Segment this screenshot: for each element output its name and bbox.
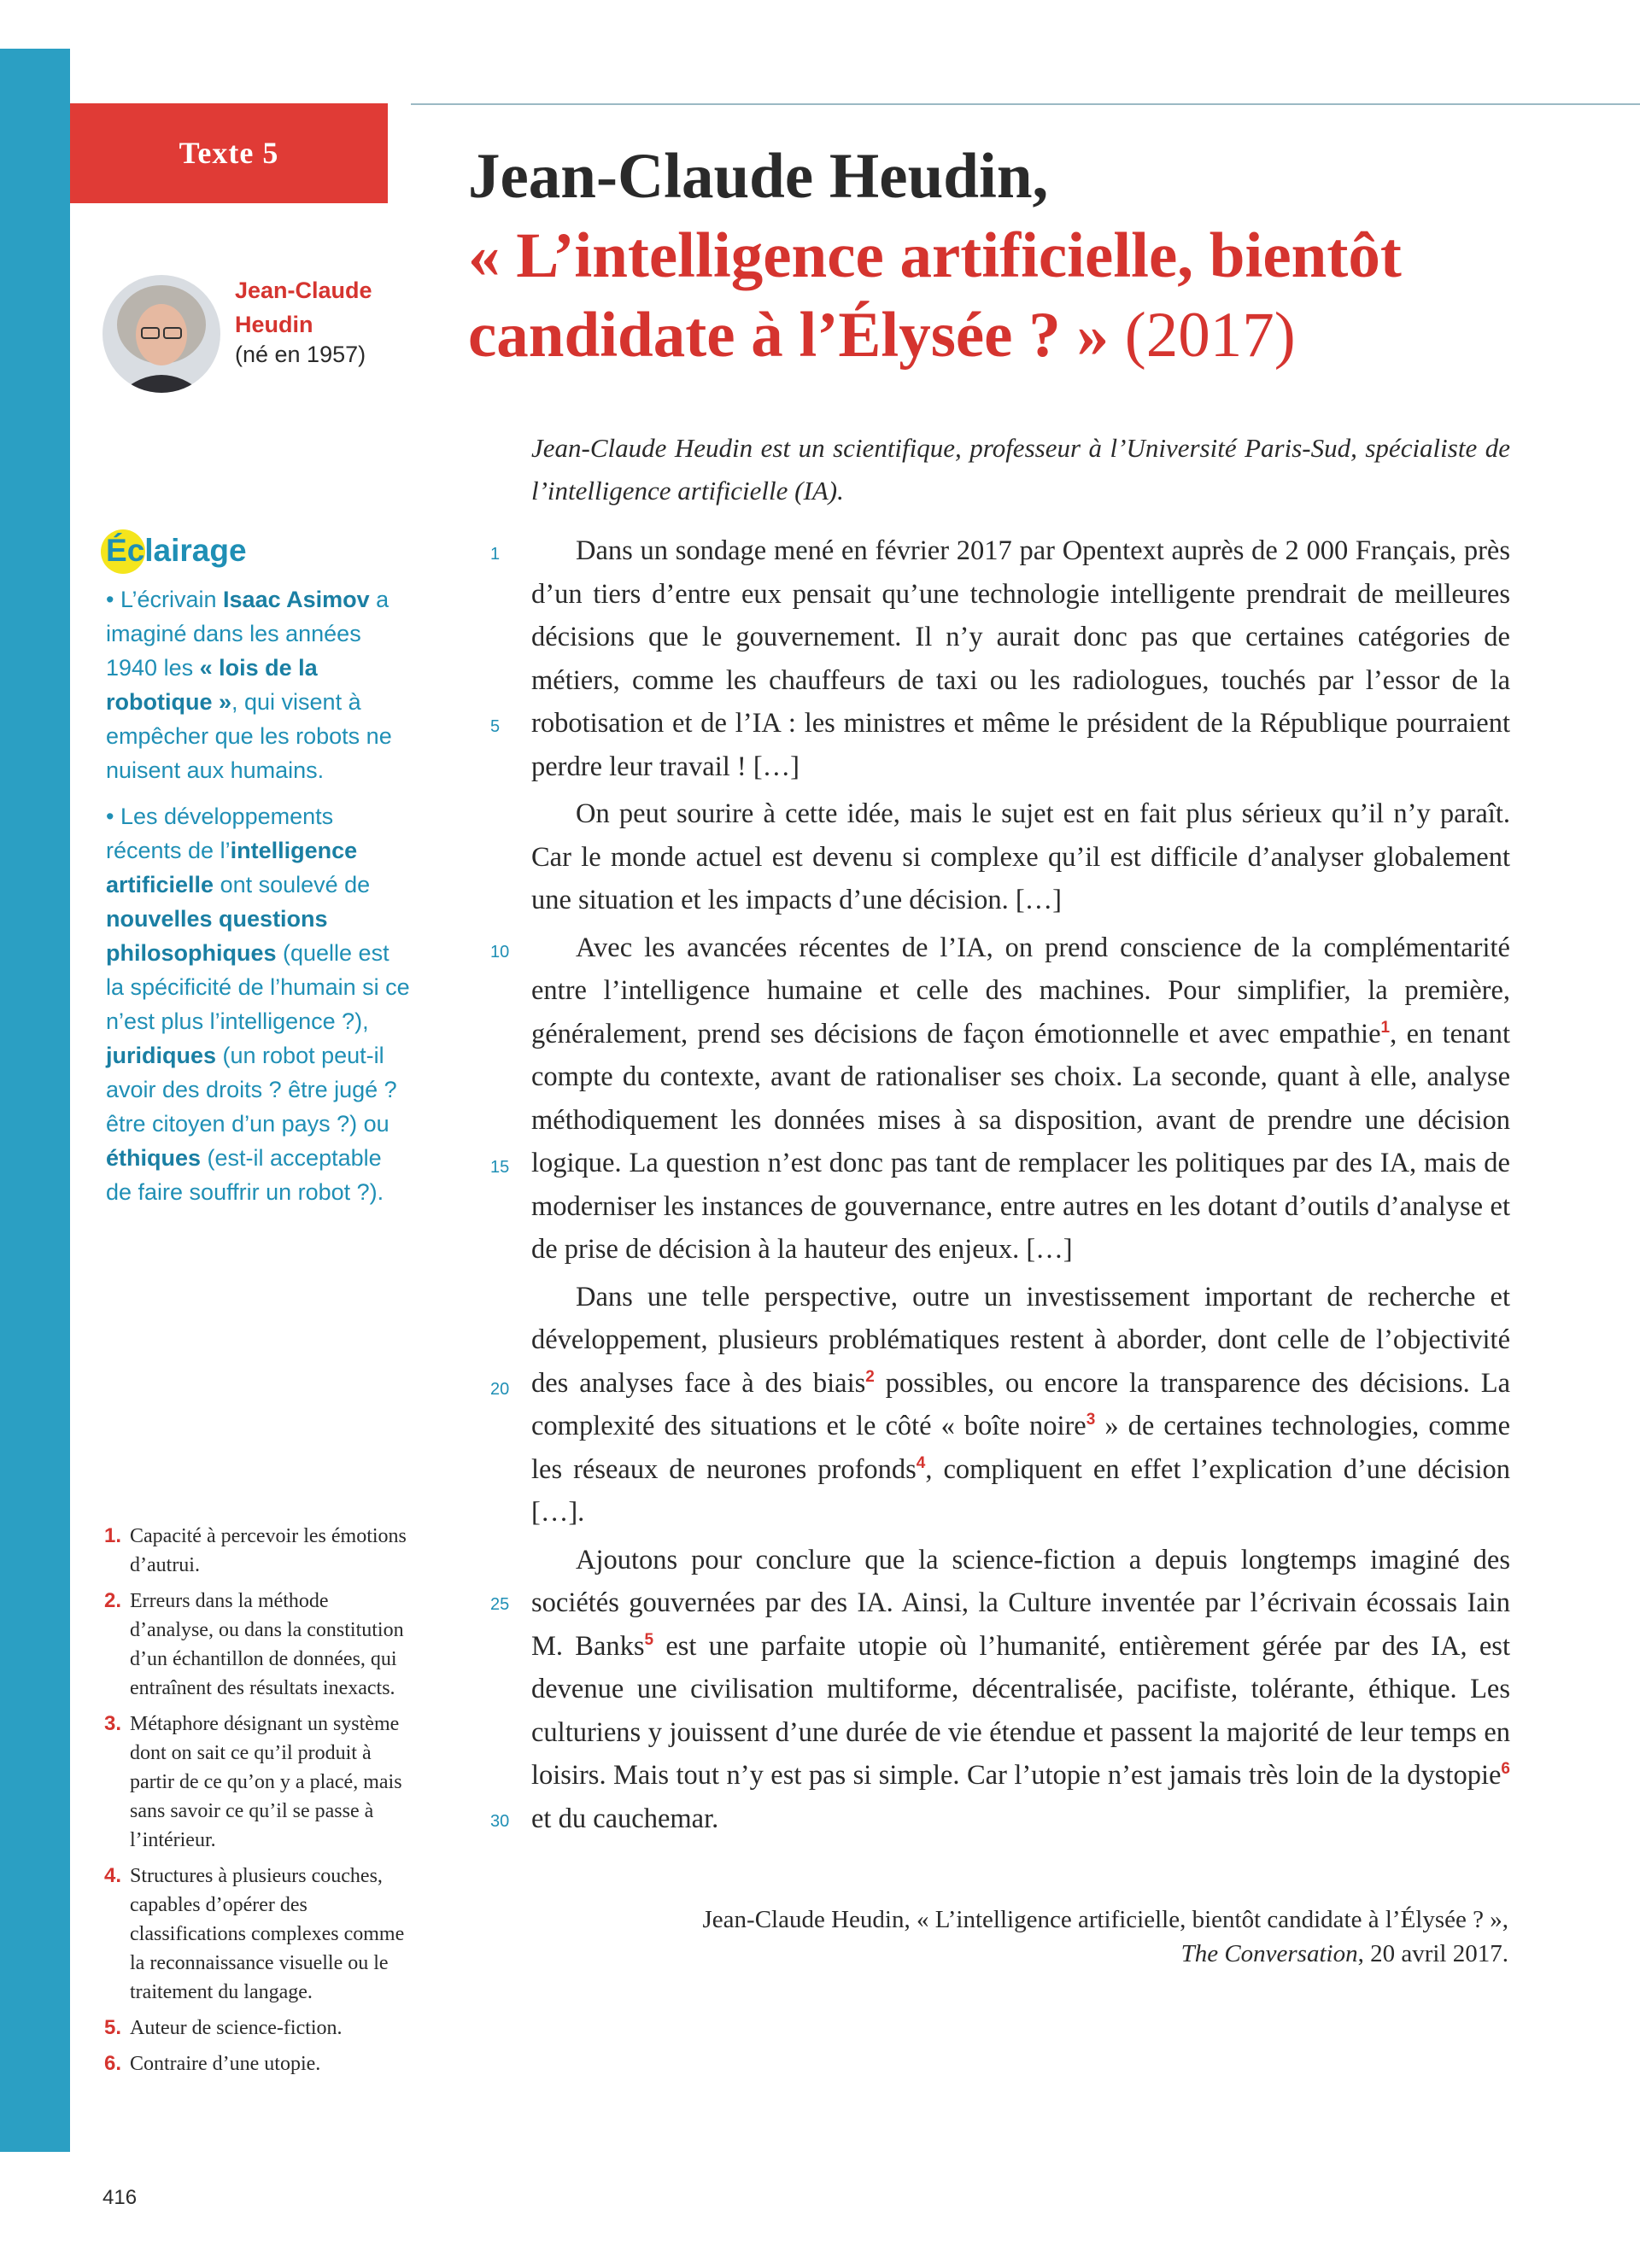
footnote-ref-2: 2: [865, 1367, 875, 1386]
title-year: (2017): [1108, 300, 1296, 371]
footnote: 5. Auteur de science-fiction.: [104, 2016, 343, 2039]
paragraph-1: Dans un sondage mené en février 2017 par Opentext auprès de 2 000 Français, près d’un tiers d’entre eux pensait qu’une technologie intelligente prendrait de meilleures décisions que le gouvernement. Il n’y aurait donc pas que certaines catégories de métiers, comme les chauffeurs de taxi ou les radiologues, touchés par l’essor de la robotisation et de l’IA : les ministres et même le président de la République pourraient perdre leur travail ! […]: [531, 535, 1510, 782]
footnote-ref-5: 5: [644, 1630, 654, 1649]
paragraph-2: On peut sourire à cette idée, mais le sujet est en fait plus sérieux qu’il n’y paraît. Car le monde actuel est devenu si complexe qu’il est difficile d’analyser globalement une situation et les impacts d’une décision. […]: [531, 798, 1510, 915]
source-citation: [598, 1903, 1508, 1971]
footnote: 2. Erreurs dans la méthode d’analyse, ou dans la constitution d’un échantillon de données, qui entraînent des résultats inexacts.: [104, 1589, 404, 1699]
footnote: 4. Structures à plusieurs couches, capables d’opérer des classifications complexes comme la reconnaissance visuelle ou le traitement du langage.: [104, 1864, 405, 2003]
source-line: Jean-Claude Heudin, « L’intelligence artificielle, bientôt candidate à l’Élysée ? »,: [702, 1906, 1508, 1933]
left-color-band: [0, 49, 70, 2152]
footnote: 1. Capacité à percevoir les émotions d’autrui.: [104, 1524, 407, 1576]
line-number: 1: [490, 545, 501, 564]
author-portrait: [102, 275, 220, 393]
footnote: 3. Métaphore désignant un système dont on sait ce qu’il produit à partir de ce qu’on y a placé, mais sans savoir ce qu’il se passe à l’intérieur.: [104, 1712, 402, 1851]
title-line-3-text: candidate à l’Élysée ? »: [468, 300, 1109, 371]
header-rule: [411, 103, 1640, 105]
eclairage-point-1: • L’écrivain Isaac Asimov a imaginé dans les années 1940 les « lois de la robotique », qui visent à empêcher que les robots ne nuisent aux humains.: [106, 587, 392, 783]
line-number: 25: [490, 1595, 510, 1614]
line-number: 5: [490, 717, 501, 736]
eclairage-title-first: É: [106, 533, 127, 568]
eclairage-box: [106, 523, 413, 1221]
footnote: 6. Contraire d’une utopie.: [104, 2052, 321, 2075]
footnote-ref-1: 1: [1380, 1018, 1391, 1037]
footnote-ref-3: 3: [1086, 1411, 1096, 1429]
line-number: 10: [490, 943, 510, 962]
footnotes: [104, 1522, 412, 2085]
eclairage-title: [106, 523, 413, 579]
source-date: , 20 avril 2017.: [1357, 1940, 1508, 1967]
page-title: [468, 137, 1613, 375]
line-number: 30: [490, 1812, 510, 1831]
footnote-ref-6: 6: [1501, 1760, 1510, 1779]
title-line-3: [468, 295, 1613, 375]
paragraph-4: Dans une telle perspective, outre un investissement important de recherche et développement, plusieurs problématiques restent à aborder, dont celle de l’objectivité des analyses face à des biais$^2$ possibles, ou encore la transparence des décisions. La complexité des situations et le côté « boîte noire$^3$ » de certaines technologies, comme les réseaux de neurones profonds$^4$, compliquent en effet l’explication d’une décision […].: [531, 1281, 1510, 1528]
footnote-ref-4: 4: [916, 1453, 926, 1472]
source-journal: The Conversation: [1180, 1940, 1358, 1967]
line-number: 15: [490, 1158, 510, 1177]
paragraph-3: Avec les avancées récentes de l’IA, on prend conscience de la complémentarité entre l’intelligence humaine et celle des machines. Pour simplifier, la première, généralement, prend ses décisions de façon émotionnelle et avec empathie$^1$, en tenant compte du contexte, avant de rationaliser ses choix. La seconde, quant à elle, analyse méthodiquement les données mises à sa disposition, avant de prendre une décision logique. La question n’est donc pas tant de remplacer les politiques par des IA, mais de moderniser les instances de gouvernance, entre autres en les dotant d’outils d’analyse et de prise de décision à la hauteur des enjeux. […]: [531, 932, 1511, 1265]
intro-text: Jean-Claude Heudin est un scientifique, professeur à l’Université Paris-Sud, spécialiste de l’intelligence artificielle (IA).: [531, 433, 1510, 506]
title-line-2: « L’intelligence artificielle, bientôt: [468, 220, 1402, 291]
title-line-1: Jean-Claude Heudin,: [468, 141, 1049, 212]
line-number: 20: [490, 1380, 510, 1399]
author-name: Jean-Claude Heudin: [235, 278, 372, 337]
author-dates: (né en 1957): [235, 342, 366, 367]
main-text: [531, 529, 1510, 1844]
paragraph-5: Ajoutons pour conclure que la science-fiction a depuis longtemps imaginé des sociétés gouvernées par des IA. Ainsi, la Culture inventée par l’écrivain écossais Iain M. Banks$^5$ est une parfaite utopie où l’humanité, entièrement gérée par des IA, est devenue une civilisation multiforme, décentralisée, pacifiste, tolérante, éthique. Les culturiens y jouissent d’une durée de vie étendue et passent la majorité de leur temps en loisirs. Mais tout n’y est pas si simple. Car l’utopie n’est jamais très loin de la dystopie$^6$ et du cauchemar.: [531, 1544, 1510, 1834]
text-number-tag: Texte 5: [70, 103, 388, 203]
eclairage-point-2: • Les développements récents de l’intelligence artificielle ont soulevé de nouvelles questions philosophiques (quelle est la spécificité de l’humain si ce n’est plus l’intelligence ?), juridiques (un robot peut-il avoir des droits ? être jugé ? être citoyen d’un pays ?) ou éthiques (est-il acceptable de faire souffrir un robot ?).: [106, 804, 410, 1205]
page-number: 416: [102, 2186, 138, 2209]
eclairage-title-rest: clairage: [126, 533, 247, 568]
